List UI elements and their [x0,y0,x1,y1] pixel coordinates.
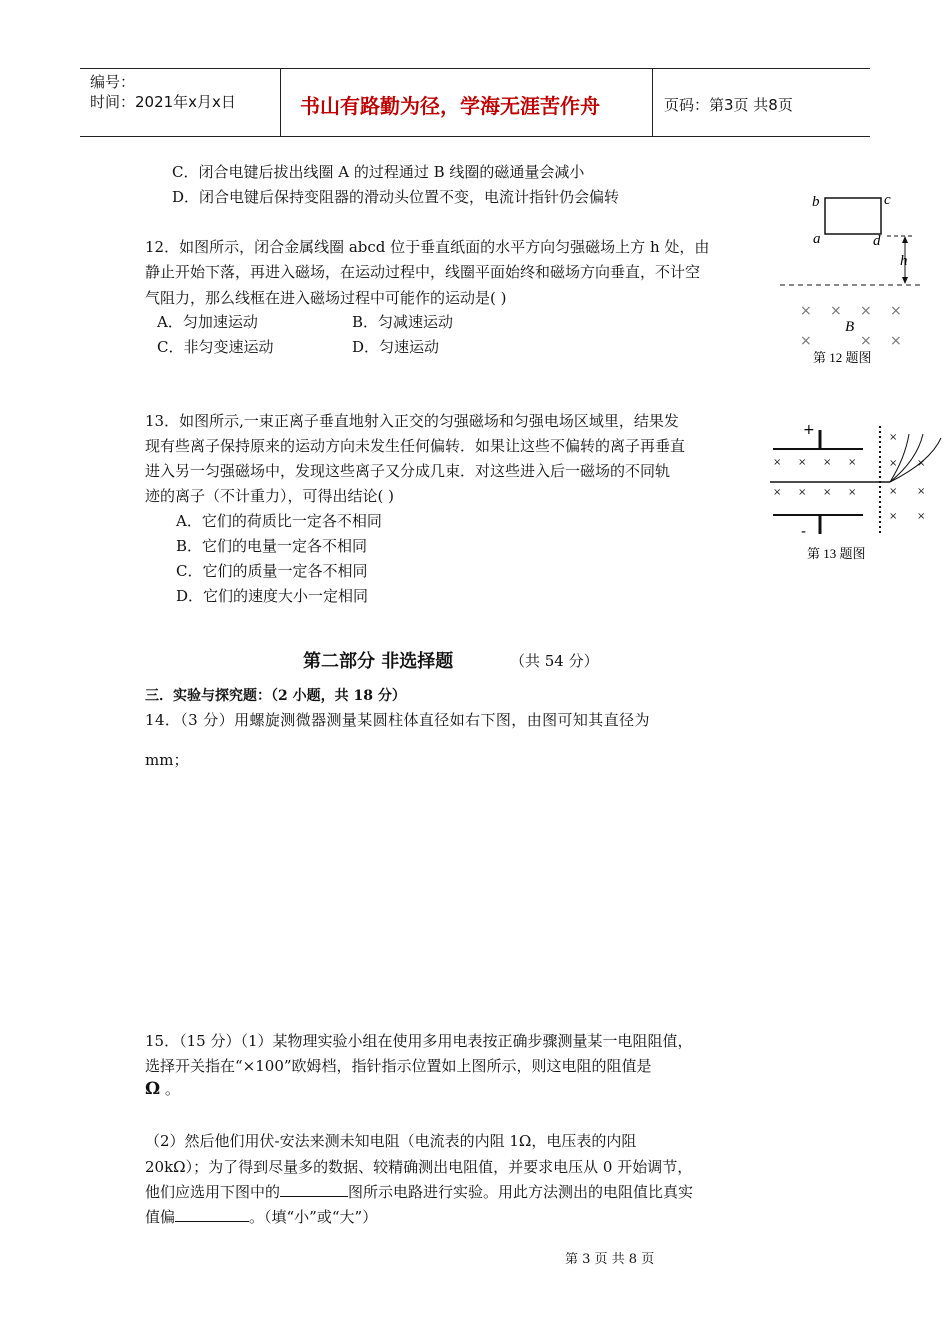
q12-option-a: A．匀加速运动 [157,313,258,331]
field-cross: × [917,511,926,522]
field-cross: × [798,457,807,468]
q15-part2-line-2: 20kΩ）；为了得到尽量多的数据、较精确测出电阻值，并要求电压从 0 开始调节， [145,1158,693,1176]
q13-line-4: 迹的离子（不计重力），可得出结论( ) [145,487,394,505]
q13-option-b: B．它们的电量一定各不相同 [176,537,368,555]
answer-blank-bias[interactable] [175,1207,249,1222]
coil-label-c: c [884,192,891,208]
field-cross: × [860,303,872,319]
q14-line-2: mm； [145,751,189,769]
q15-line-2: 选择开关指在“×100”欧姆档，指针指示位置如上图所示，则这电阻的阻值是 [145,1057,652,1075]
field-cross: × [889,511,898,522]
field-cross: × [889,432,898,443]
q13-option-d: D．它们的速度大小一定相同 [176,587,369,605]
q12-option-c: C．非匀变速运动 [157,338,274,356]
q15-part2-line-3b: 图所示电路进行实验。用此方法测出的电阻值比真实 [348,1183,694,1201]
footer-page-number: 第 3 页 共 8 页 [565,1252,655,1267]
coil-label-a: a [813,231,821,247]
q12-option-d: D．匀速运动 [352,338,440,356]
height-arrow-head-bottom [902,277,908,284]
q11-option-c: C．闭合电键后拔出线圈 A 的过程通过 B 线圈的磁通量会减小 [172,163,585,181]
field-cross: × [890,303,902,319]
header-divider [280,69,281,136]
field-cross: × [890,333,902,349]
q13-option-c: C．它们的质量一定各不相同 [176,562,368,580]
field-cross: × [823,487,832,498]
field-cross: × [800,333,812,349]
coil-label-d: d [873,233,881,249]
field-cross: × [773,487,782,498]
q13-figure [765,418,945,568]
q14-line-1: 14．（3 分）用螺旋测微器测量某圆柱体直径如右下图，由图可知其直径为 [145,711,650,729]
header-motto: 书山有路勤为径，学海无涯苦作舟 [300,94,600,118]
field-label-b: B [845,319,855,335]
header-divider [652,69,653,136]
ohm-symbol: Ω [145,1079,161,1099]
field-cross: × [798,487,807,498]
field-cross: × [848,487,857,498]
answer-blank-circuit[interactable] [280,1182,348,1197]
q13-line-1: 13．如图所示,一束正离子垂直地射入正交的匀强磁场和匀强电场区域里，结果发 [145,412,679,430]
header-page-info: 页码：第3页 共8页 [664,96,793,114]
q12-line-2: 静止开始下落，再进入磁场，在运动过程中，线圈平面始终和磁场方向垂直，不计空 [145,263,701,281]
field-cross: × [800,303,812,319]
part2-score: （共 54 分） [510,652,599,670]
q13-option-a: A．它们的荷质比一定各不相同 [176,512,382,530]
q15-part2-line-4a: 值偏 [145,1208,176,1226]
header-number-label: 编号： [90,73,136,91]
field-cross: × [889,486,898,497]
field-cross: × [848,457,857,468]
coil-label-b: b [812,194,820,210]
q15-part2-line-3a: 他们应选用下图中的 [145,1183,281,1201]
plate-minus-label: - [801,524,807,540]
section3-title: 三．实验与探究题：（2 小题，共 18 分） [145,688,406,704]
height-label: h [900,253,908,269]
coil-frame [825,198,881,234]
q15-line-3-end: 。 [164,1080,180,1098]
q13-line-3: 进入另一匀强磁场中，发现这些离子又分成几束．对这些进入后一磁场的不同轨 [145,462,671,480]
q12-figure-caption: 第 12 题图 [813,350,872,365]
field-cross: × [889,458,898,469]
field-crosses-region2 [889,432,925,522]
q12-figure [775,188,925,373]
q13-figure-caption: 第 13 题图 [807,546,866,561]
field-cross: × [917,458,926,469]
height-arrow-head-top [902,236,908,243]
q12-option-b: B．匀减速运动 [352,313,454,331]
q12-line-1: 12．如图所示，闭合金属线圈 abcd 位于垂直纸面的水平方向匀强磁场上方 h 处，由 [145,238,710,256]
q11-option-d: D．闭合电键后保持变阻器的滑动头位置不变，电流计指针仍会偏转 [172,188,620,206]
field-cross: × [823,457,832,468]
q12-line-3: 气阻力，那么线框在进入磁场过程中可能作的运动是( ) [145,289,507,307]
field-cross: × [773,457,782,468]
plate-plus-label: + [803,422,815,438]
field-cross: × [860,333,872,349]
q15-line-1: 15．（15 分）（1）某物理实验小组在使用多用电表按正确步骤测量某一电阻阻值， [145,1032,693,1050]
q15-part2-line-1: （2）然后他们用伏-安法来测未知电阻（电流表的内阻 1Ω，电压表的内阻 [145,1132,637,1150]
header-time-label: 时间：2021年x月x日 [90,93,236,111]
field-cross: × [830,303,842,319]
field-crosses-region1 [773,457,856,498]
part2-title: 第二部分 非选择题 [303,651,454,672]
q15-part2-line-4b: 。（填“小”或“大”） [249,1208,378,1226]
field-cross: × [917,486,926,497]
q13-line-2: 现有些离子保持原来的运动方向未发生任何偏转．如果让这些不偏转的离子再垂直 [145,437,686,455]
